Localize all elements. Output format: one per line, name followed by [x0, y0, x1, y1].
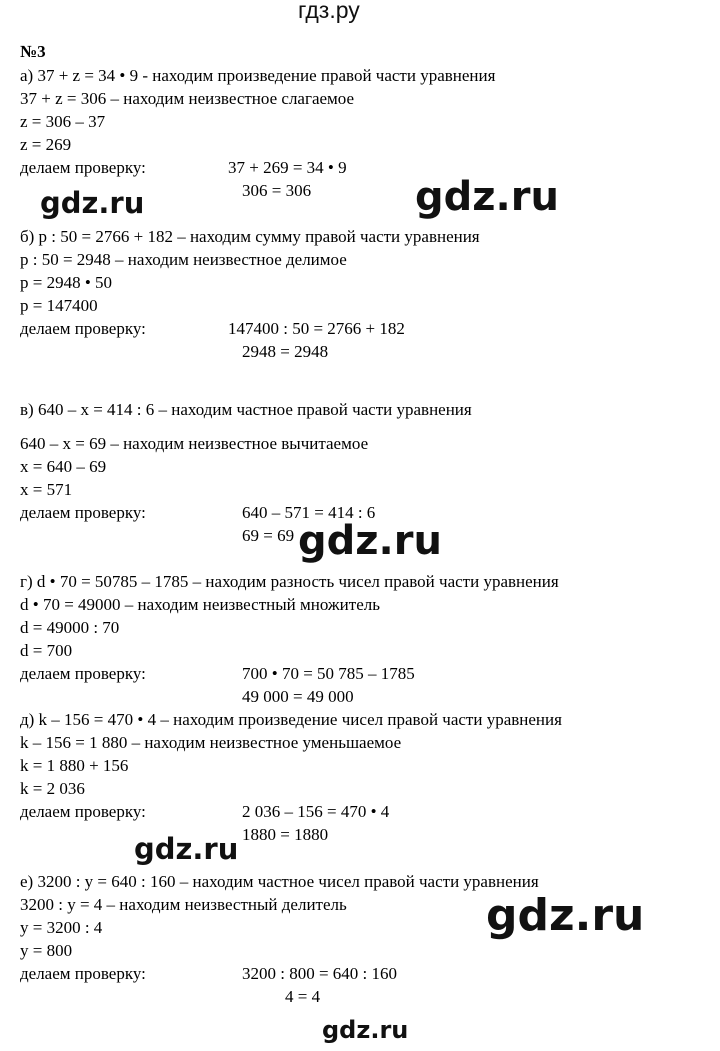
line-d2: d • 70 = 49000 – находим неизвестный множитель: [20, 595, 380, 614]
line-c2: 640 – x = 69 – находим неизвестное вычитаемое: [20, 434, 369, 453]
check-label-f: делаем проверку:: [20, 964, 146, 983]
line-c4: x = 571: [20, 480, 73, 499]
line-b2: p : 50 = 2948 – находим неизвестное делимое: [20, 250, 347, 269]
line-b3: p = 2948 • 50: [20, 273, 113, 292]
line-b1: б) p : 50 = 2766 + 182 – находим сумму правой части уравнения: [20, 227, 480, 246]
line-d3: d = 49000 : 70: [20, 618, 120, 637]
check-result-f: 4 = 4: [285, 987, 321, 1006]
watermark: gdz.ru: [486, 890, 645, 941]
check-expr-c: 640 – 571 = 414 : 6: [242, 503, 376, 522]
check-expr-a: 37 + 269 = 34 • 9: [228, 158, 347, 177]
check-result-b: 2948 = 2948: [242, 342, 329, 361]
check-result-c: 69 = 69: [242, 526, 295, 545]
line-f2: 3200 : y = 4 – находим неизвестный делитель: [20, 895, 347, 914]
footer-watermark: gdz.ru: [322, 1016, 409, 1044]
check-expr-b: 147400 : 50 = 2766 + 182: [228, 319, 405, 338]
watermark: gdz.ru: [40, 186, 145, 220]
watermark: gdz.ru: [415, 174, 559, 220]
line-b4: p = 147400: [20, 296, 98, 315]
line-e2: k – 156 = 1 880 – находим неизвестное уменьшаемое: [20, 733, 402, 752]
check-expr-e: 2 036 – 156 = 470 • 4: [242, 802, 390, 821]
line-d4: d = 700: [20, 641, 73, 660]
check-label-c: делаем проверку:: [20, 503, 146, 522]
watermark: gdz.ru: [298, 518, 442, 564]
line-e3: k = 1 880 + 156: [20, 756, 129, 775]
check-expr-d: 700 • 70 = 50 785 – 1785: [242, 664, 415, 683]
line-c3: x = 640 – 69: [20, 457, 107, 476]
line-e1: д) k – 156 = 470 • 4 – находим произведение чисел правой части уравнения: [20, 710, 562, 729]
line-a2: 37 + z = 306 – находим неизвестное слагаемое: [20, 89, 355, 108]
check-label-a: делаем проверку:: [20, 158, 146, 177]
line-d1: г) d • 70 = 50785 – 1785 – находим разность чисел правой части уравнения: [20, 572, 559, 591]
check-label-d: делаем проверку:: [20, 664, 146, 683]
line-c1: в) 640 – x = 414 : 6 – находим частное правой части уравнения: [20, 400, 472, 419]
check-result-d: 49 000 = 49 000: [242, 687, 354, 706]
line-a1: а) 37 + z = 34 • 9 - находим произведение правой части уравнения: [20, 66, 496, 85]
line-f3: y = 3200 : 4: [20, 918, 103, 937]
check-expr-f: 3200 : 800 = 640 : 160: [242, 964, 398, 983]
line-f4: y = 800: [20, 941, 73, 960]
check-result-a: 306 = 306: [242, 181, 312, 200]
task-number: №3: [20, 42, 46, 61]
line-a4: z = 269: [20, 135, 72, 154]
line-a3: z = 306 – 37: [20, 112, 106, 131]
check-result-e: 1880 = 1880: [242, 825, 329, 844]
line-e4: k = 2 036: [20, 779, 85, 798]
site-header: гдз.ру: [298, 0, 360, 23]
check-label-b: делаем проверку:: [20, 319, 146, 338]
watermark: gdz.ru: [134, 832, 239, 866]
check-label-e: делаем проверку:: [20, 802, 146, 821]
line-f1: е) 3200 : y = 640 : 160 – находим частное чисел правой части уравнения: [20, 872, 539, 891]
